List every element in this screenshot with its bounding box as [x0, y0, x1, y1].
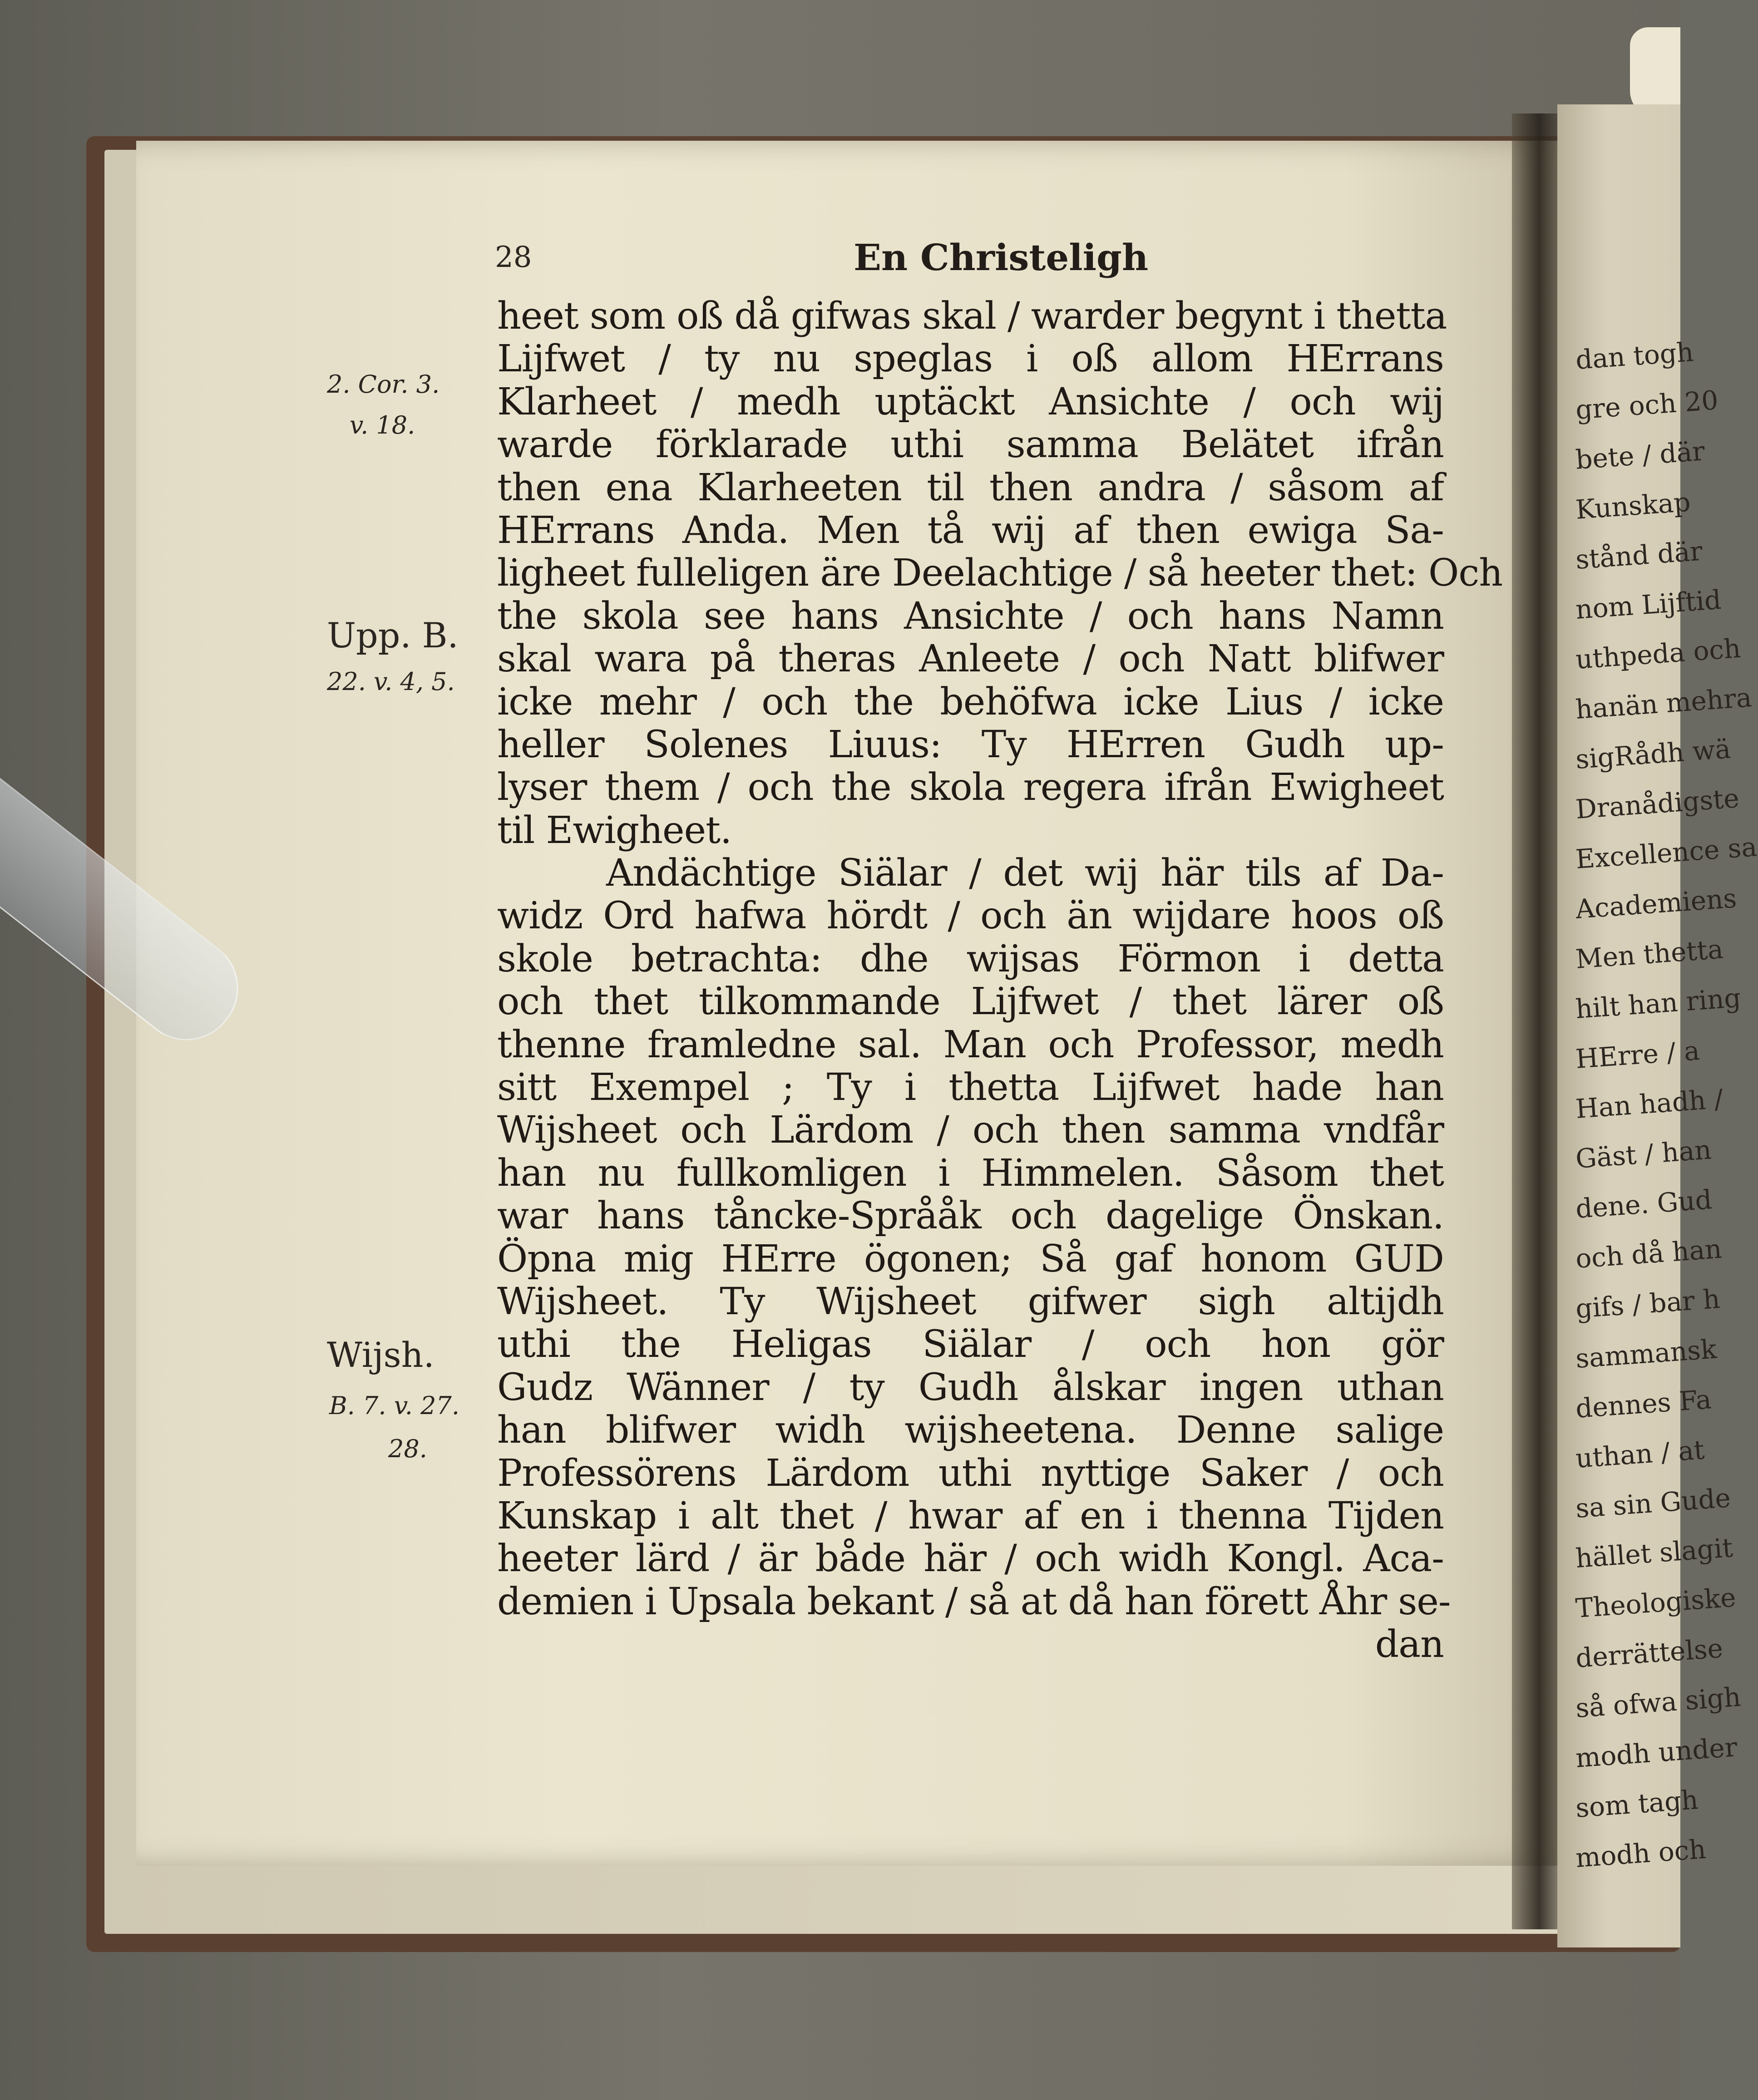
text-line: han blifwer widh wijsheetena. Denne salige [497, 1409, 1444, 1452]
text-line: Klarheet / medh uptäckt Ansichte / och wij [497, 380, 1444, 424]
text-line: til Ewigheet. [497, 808, 732, 852]
facing-page-line: Theologiske [1574, 1582, 1737, 1624]
facing-page-line: Academiens [1574, 882, 1738, 925]
facing-page-line: derrättelse [1574, 1632, 1724, 1674]
margin-note-cor: 2. Cor. 3. [327, 370, 440, 399]
facing-page-line: stånd där [1574, 535, 1704, 575]
page-header [0, 236, 1680, 281]
text-line: Andächtige Siälar / det wij här tils af Da- [606, 852, 1444, 895]
text-line: skole betrachta: dhe wijsas Förmon i detta [497, 937, 1444, 981]
text-line: widz Ord hafwa hördt / och än wijdare hoos oß [497, 894, 1444, 938]
text-line: heller Solenes Liuus: Ty HErren Gudh up- [497, 723, 1444, 766]
facing-page-line: bete / där [1574, 435, 1706, 475]
text-line: och thet tilkommande Lijfwet / thet lärer oß [497, 980, 1444, 1024]
text-line: Lijfwet / ty nu speglas i oß allom HErrans [497, 337, 1444, 381]
margin-note-cor-verse: v. 18. [350, 411, 415, 439]
text-line: sitt Exempel ; Ty i thetta Lijfwet hade han [497, 1066, 1444, 1109]
facing-page-line: Men thetta [1574, 933, 1724, 975]
text-line: ligheet fulleligen äre Deelachtige / så heeter thet: Och [497, 552, 1503, 595]
text-line: dan [1375, 1623, 1444, 1666]
facing-page-line: nom Lijftid [1574, 584, 1723, 625]
text-line: war hans tåncke-Språåk och dagelige Önskan. [497, 1194, 1444, 1238]
margin-note-upp-verse: 22. v. 4, 5. [327, 667, 455, 696]
facing-page-line: dan togh [1574, 336, 1695, 375]
facing-page-line: Dranådigste [1574, 782, 1740, 825]
facing-page-line: uthan / at [1574, 1434, 1706, 1474]
text-line: Öpna mig HErre ögonen; Så gaf honom GUD [497, 1237, 1444, 1281]
text-line: Gudz Wänner / ty Gudh ålskar ingen uthan [497, 1365, 1444, 1409]
text-line: HErrans Anda. Men tå wij af then ewiga Sa- [497, 508, 1444, 552]
running-title: En Christeligh [854, 236, 1149, 279]
text-line: han nu fullkomligen i Himmelen. Såsom thet [497, 1151, 1444, 1195]
text-line: Kunskap i alt thet / hwar af en i thenna Tijden [497, 1494, 1444, 1538]
facing-page-line: modh under [1574, 1731, 1738, 1774]
page-number: 28 [495, 241, 532, 274]
facing-page [1557, 104, 1758, 1947]
text-line: skal wara på theras Anleete / och Natt blifwer [497, 637, 1444, 681]
facing-page-line: hället slagit [1574, 1532, 1734, 1574]
text-line: uthi the Heligas Siälar / och hon gör [497, 1323, 1444, 1366]
text-line: the skola see hans Ansichte / och hans Namn [497, 594, 1444, 638]
facing-page-line: Kunskap [1574, 486, 1692, 525]
body-text [497, 295, 1503, 1666]
margin-note-wijsh: Wijsh. [327, 1335, 435, 1375]
facing-page-line: modh och [1574, 1834, 1707, 1873]
margin-note-upp: Upp. B. [327, 615, 459, 656]
facing-page-line: Han hadh / [1574, 1083, 1724, 1124]
text-line: lyser them / och the skola regera ifrån Ewigheet [497, 766, 1444, 809]
facing-page-line: gifs / bar h [1574, 1283, 1721, 1324]
text-line: then ena Klarheeten til then andra / såsom af [497, 466, 1444, 509]
text-line: heet som oß då gifwas skal / warder begynt i thetta [497, 295, 1447, 338]
facing-page-line: som tagh [1574, 1784, 1699, 1824]
facing-page-line: hanän mehra [1574, 682, 1753, 725]
facing-page-line: dennes Fa [1574, 1384, 1713, 1424]
text-line: Professörens Lärdom uthi nyttige Saker / och [497, 1451, 1444, 1495]
text-line: warde förklarade uthi samma Belätet ifrån [497, 423, 1444, 467]
text-line: Wijsheet och Lärdom / och then samma vndfår [497, 1109, 1444, 1152]
text-line: icke mehr / och the behöfwa icke Lius / icke [497, 680, 1444, 724]
text-line: Wijsheet. Ty Wijsheet gifwer sigh altijdh [497, 1280, 1444, 1323]
facing-page-line: Excellence sa [1574, 831, 1758, 875]
facing-page-line: sigRådh wä [1574, 733, 1732, 775]
text-line: heeter lärd / är både här / och widh Kongl. Aca- [497, 1537, 1444, 1581]
facing-page-line: så ofwa sigh [1574, 1681, 1742, 1724]
facing-page-line: uthpeda och [1574, 632, 1742, 675]
margin-note-wijsh-verse-2: 28. [388, 1435, 427, 1463]
text-line: thenne framledne sal. Man och Professor, medh [497, 1023, 1444, 1066]
text-line: demien i Upsala bekant / så at då han förett Åhr se- [497, 1580, 1451, 1623]
facing-page-line: sammansk [1574, 1333, 1718, 1374]
facing-page-line: sa sin Gude [1574, 1482, 1732, 1524]
facing-page-line: dene. Gud [1574, 1184, 1713, 1224]
facing-page-line: HErre / a [1574, 1035, 1701, 1075]
margin-note-wijsh-verse: B. 7. v. 27. [329, 1391, 460, 1420]
facing-page-line: hilt han ring [1574, 982, 1742, 1025]
facing-page-line: gre och 20 [1574, 385, 1719, 425]
facing-page-line: Gäst / han [1574, 1134, 1713, 1174]
facing-page-line: och då han [1574, 1233, 1723, 1274]
